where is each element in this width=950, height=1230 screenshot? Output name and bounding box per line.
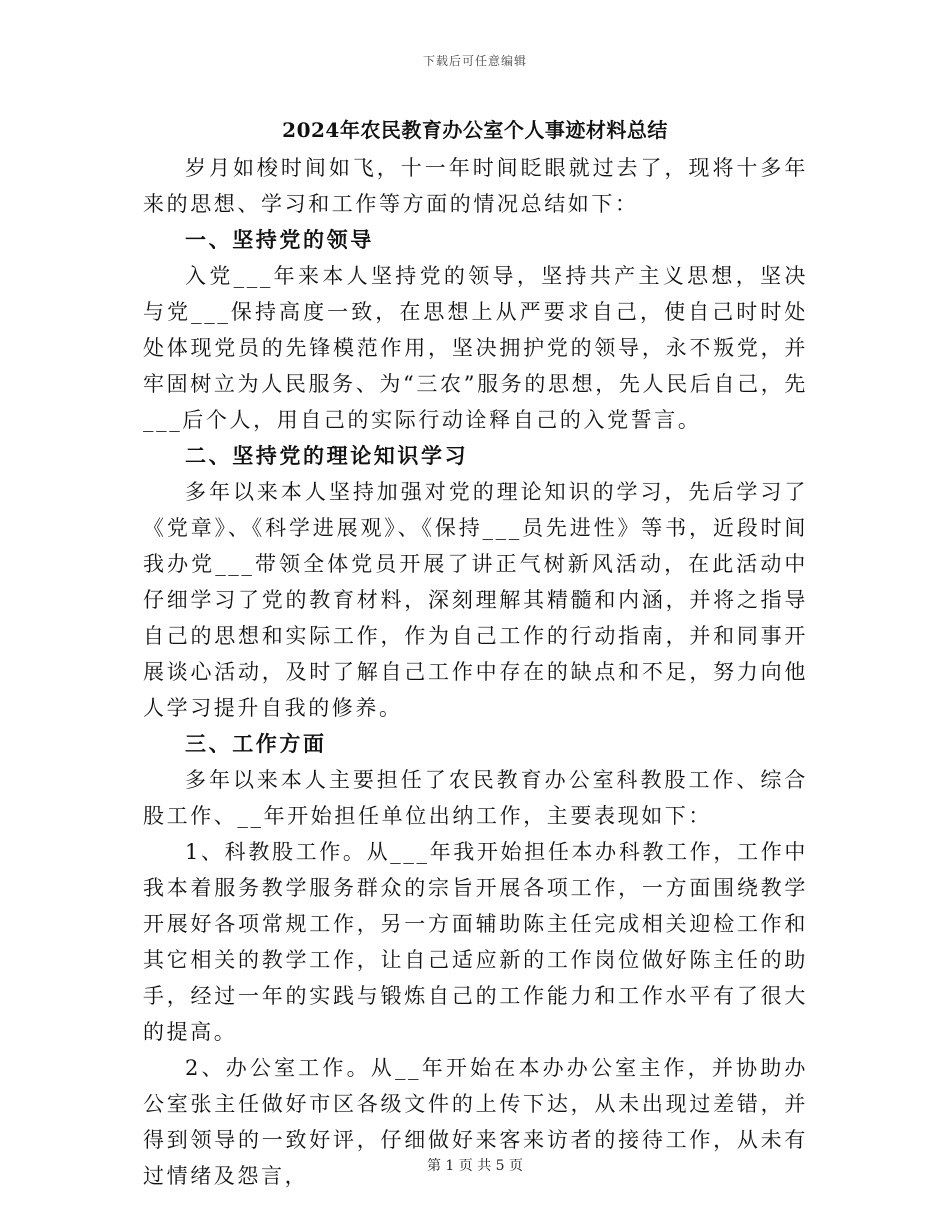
work-item-2: 2、办公室工作。从__年开始在本办办公室主作，并协助办公室张主任做好市区各级文件的上传下达，从未出现过差错，并得到领导的一致好评，仔细做好来客来访者的接待工作，从未有过情绪及怨言， bbox=[143, 1056, 808, 1188]
document-body bbox=[143, 150, 808, 1194]
header-note: 下载后可任意编辑 bbox=[422, 54, 527, 68]
section-heading-3: 三、工作方面 bbox=[185, 731, 327, 756]
page-number: 第 1 页 共 5 页 bbox=[426, 1158, 524, 1174]
section-heading-1: 一、坚持党的领导 bbox=[185, 227, 374, 252]
section-heading-2: 二、坚持党的理论知识学习 bbox=[185, 443, 469, 468]
intro-paragraph: 岁月如梭时间如飞，十一年时间眨眼就过去了，现将十多年来的思想、学习和工作等方面的情况总结如下： bbox=[143, 156, 808, 216]
document-title: 2024年农民教育办公室个人事迹材料总结 bbox=[282, 118, 668, 142]
section-paragraph-2: 多年以来本人坚持加强对党的理论知识的学习，先后学习了《党章》、《科学进展观》、《保持___员先进性》等书，近段时间我办党___带领全体党员开展了讲正气树新风活动，在此活动中仔细学习了党的教育材料，深刻理解其精髓和内涵，并将之指导自己的思想和实际工作，作为自己工作的行动指南，并和同事开展谈心活动，及时了解自己工作中存在的缺点和不足，努力向他人学习提升自我的修养。 bbox=[143, 480, 808, 720]
section-paragraph-3: 多年以来本人主要担任了农民教育办公室科教股工作、综合股工作、__年开始担任单位出纳工作，主要表现如下： bbox=[143, 768, 808, 828]
work-item-1: 1、科教股工作。从___年我开始担任本办科教工作，工作中我本着服务教学服务群众的宗旨开展各项工作，一方面围绕教学开展好各项常规工作，另一方面辅助陈主任完成相关迎检工作和其它相关的教学工作，让自己适应新的工作岗位做好陈主任的助手，经过一年的实践与锻炼自己的工作能力和工作水平有了很大的提高。 bbox=[143, 840, 808, 1044]
section-paragraph-1: 入党___年来本人坚持党的领导，坚持共产主义思想，坚决与党___保持高度一致，在思想上从严要求自己，使自己时时处处体现党员的先锋模范作用，坚决拥护党的领导，永不叛党，并牢固树立为人民服务、为“三农”服务的思想，先人民后自己，先___后个人，用自己的实际行动诠释自己的入党誓言。 bbox=[143, 264, 808, 432]
